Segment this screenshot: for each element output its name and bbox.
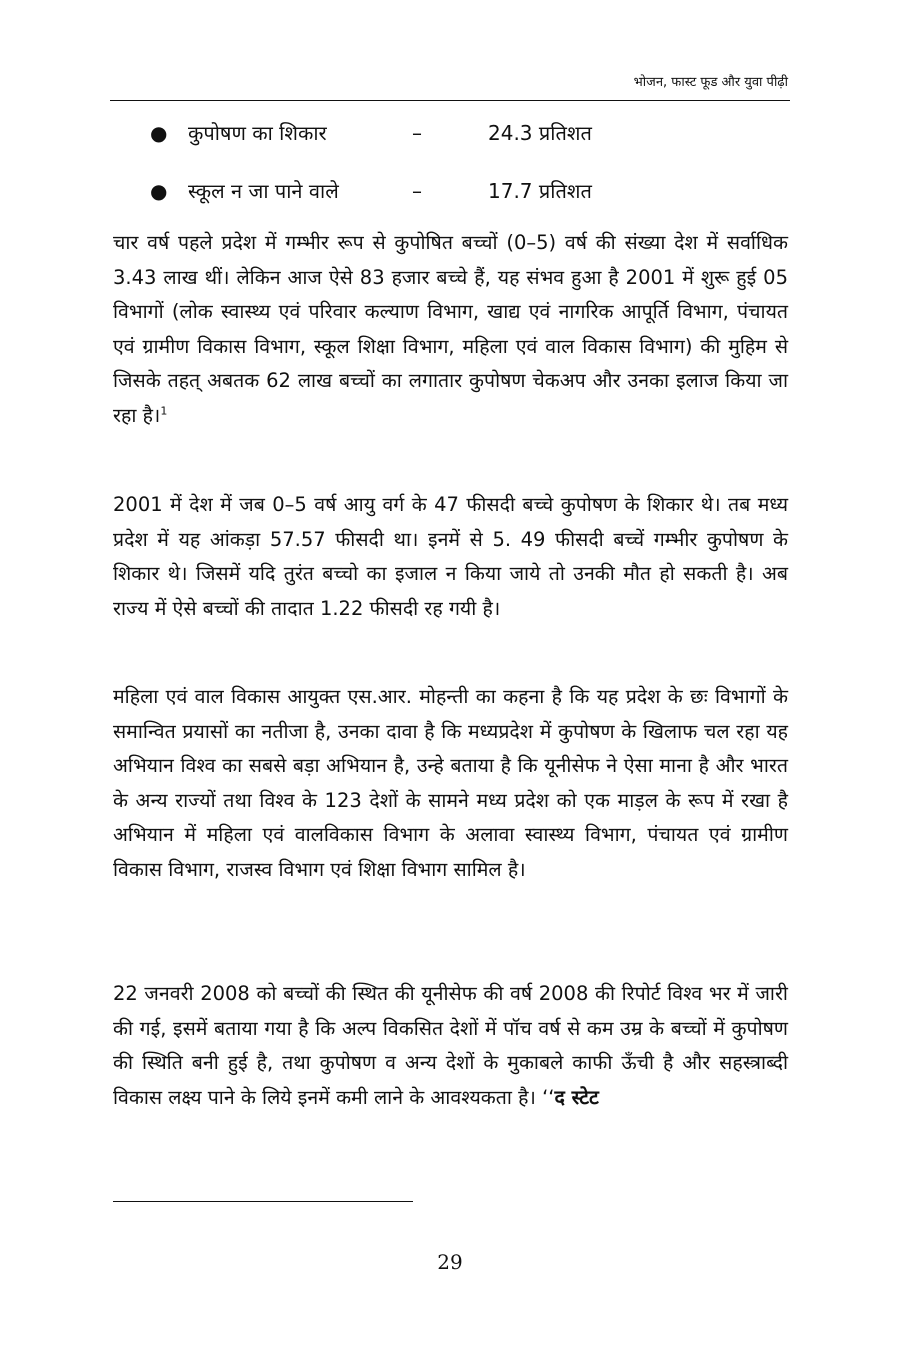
paragraph-3 <box>113 680 788 887</box>
running-header: भोजन, फास्ट फूड और युवा पीढ़ी <box>633 75 788 90</box>
paragraph-1 <box>113 226 788 433</box>
paragraph-4-text: 22 जनवरी 2008 को बच्चों की स्थित की यूनीसेफ की वर्ष 2008 की रिपोर्ट विश्व भर में जारी की गई, इसमें बताया गया है कि अल्प विकसित देशों में पॉच वर्ष से कम उम्र के बच्चों में कुपोषण की स्थिति बनी हुई है, तथा कुपोषण व अन्य देशों के मुकाबले काफी ऊँची है और सहस्त्राब्दी विकास लक्ष्य पाने के लिये इनमें कमी लाने के आवश्यकता है। ‘‘ <box>113 982 788 1109</box>
bullet-dash: – <box>412 121 422 145</box>
footnote-reference: 1 <box>160 404 168 417</box>
bullet-value: 17.7 प्रतिशत <box>488 179 592 203</box>
paragraph-4 <box>113 977 788 1115</box>
paragraph-4-bold-tail: द स्टेट <box>554 1085 599 1109</box>
bullet-label: स्कूल न जा पाने वाले <box>188 179 339 203</box>
bullet-label: कुपोषण का शिकार <box>188 121 327 145</box>
bullet-dot-icon: ● <box>150 121 168 145</box>
paragraph-2 <box>113 488 788 626</box>
paragraph-1-text: चार वर्ष पहले प्रदेश में गम्भीर रूप से कुपोषित बच्चों (0–5) वर्ष की संख्या देश में सर्वाधिक 3.43 लाख थीं। लेकिन आज ऐसे 83 हजार बच्चे हैं, यह संभव हुआ है 2001 में शुरू हुई 05 विभागों (लोक स्वास्थ्य एवं परिवार कल्याण विभाग, खाद्य एवं नागरिक आपूर्ति विभाग, पंचायत एवं ग्रामीण विकास विभाग, स्कूल शिक्षा विभाग, महिला एवं वाल विकास विभाग) की मुहिम से जिसके तहत् अबतक 62 लाख बच्चों का लगातार कुपोषण चेकअप और उनका इलाज किया जा रहा है। <box>113 231 788 427</box>
page-number: 29 <box>437 1250 463 1274</box>
footnote-separator <box>113 1201 413 1202</box>
bullet-value: 24.3 प्रतिशत <box>488 121 592 145</box>
bullet-dot-icon: ● <box>150 179 168 203</box>
paragraph-3-text: महिला एवं वाल विकास आयुक्त एस.आर. मोहन्ती का कहना है कि यह प्रदेश के छः विभागों के समान्वित प्रयासों का नतीजा है, उनका दावा है कि मध्यप्रदेश में कुपोषण के खिलाफ चल रहा यह अभियान विश्व का सबसे बड़ा अभियान है, उन्हे बताया है कि यूनीसेफ ने ऐसा माना है और भारत के अन्य राज्यों तथा विश्व के 123 देशों के सामने मध्य प्रदेश को एक माड़ल के रूप में रखा है अभियान में महिला एवं वालविकास विभाग के अलावा स्वास्थ्य विभाग, पंचायत एवं ग्रामीण विकास विभाग, राजस्व विभाग एवं शिक्षा विभाग सामिल है। <box>113 685 788 881</box>
bullet-dash: – <box>412 179 422 203</box>
paragraph-2-text: 2001 में देश में जब 0–5 वर्ष आयु वर्ग के 47 फीसदी बच्चे कुपोषण के शिकार थे। तब मध्य प्रदेश में यह आंकड़ा 57.57 फीसदी था। इनमें से 5. 49 फीसदी बच्चें गम्भीर कुपोषण के शिकार थे। जिसमें यदि तुरंत बच्चो का इजाल न किया जाये तो उनकी मौत हो सकती है। अब राज्य में ऐसे बच्चों की तादात 1.22 फीसदी रह गयी है। <box>113 493 788 620</box>
header-rule <box>110 100 790 101</box>
